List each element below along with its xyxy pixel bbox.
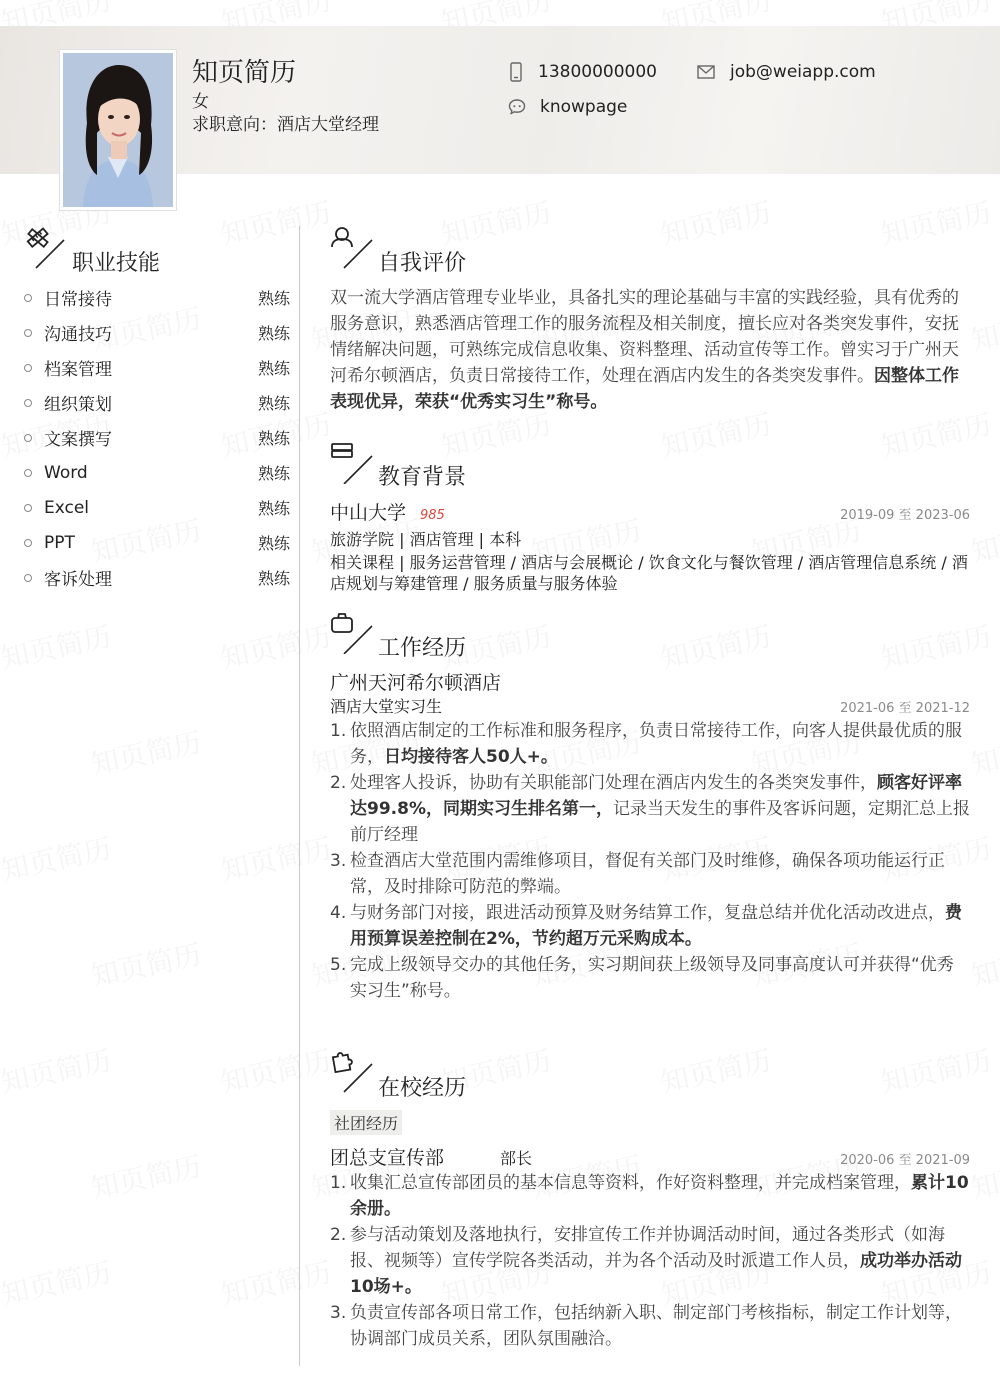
avatar-portrait-icon (63, 53, 173, 207)
bullet-icon (24, 294, 32, 302)
skill-item (24, 350, 290, 385)
duty-text-highlight: 累计10余册。 (350, 1173, 969, 1219)
chat-icon (508, 98, 526, 116)
duty-text-highlight: 费用预算误差控制在2%，节约超万元采购成本。 (350, 903, 962, 949)
watermark-text (967, 721, 1000, 783)
watermark-text (0, 1039, 115, 1101)
self-eval-text (330, 285, 970, 415)
email-icon (696, 64, 716, 80)
watermark-text (87, 933, 205, 995)
briefcase-icon (330, 610, 374, 654)
duty-text-plain: 与财务部门对接，跟进活动预算及财务结算工作，复盘总结并优化活动改进点， (350, 903, 945, 923)
email-contact (696, 62, 876, 82)
work-duties-list (330, 718, 970, 1004)
duty-number: 3. (330, 1303, 347, 1323)
watermark-text (87, 721, 205, 783)
campus-section-title: 在校经历 (378, 1076, 467, 1101)
avatar (60, 50, 176, 210)
school-name: 中山大学 (330, 502, 407, 524)
watermark-text (967, 297, 1000, 359)
duty-item (330, 900, 970, 952)
duty-item (330, 1222, 970, 1300)
bullet-icon (24, 574, 32, 582)
school-tag: 985 (420, 508, 445, 523)
duty-text (350, 1170, 970, 1222)
duty-number: 1. (330, 1173, 347, 1193)
skill-name: Excel (44, 497, 90, 518)
education-courses: 相关课程 | 服务运营管理 / 酒店与会展概论 / 饮食文化与餐饮管理 / 酒店管理信息系统 / 酒店规划与筹建管理 / 服务质量与服务体验 (330, 553, 968, 593)
bullet-icon (24, 364, 32, 372)
education-major: 旅游学院 | 酒店管理 | 本科 (330, 530, 522, 549)
duty-text-plain: 完成上级领导交办的其他任务，实习期间获上级领导及同事高度认可并获得“优秀实习生”称号。 (350, 955, 954, 1001)
duty-item (330, 848, 970, 900)
phone-contact (508, 62, 657, 82)
skill-item (24, 560, 290, 595)
campus-role: 部长 (500, 1149, 533, 1168)
puzzle-icon (330, 1050, 374, 1094)
duty-text-tail: 记录当天发生的事件及客诉问题，定期汇总上报前厅经理 (350, 799, 970, 845)
skills-section-icon (26, 226, 70, 274)
duty-number: 2. (330, 773, 347, 793)
duty-number: 2. (330, 1225, 347, 1245)
education-section-icon (330, 440, 374, 488)
watermark-text (0, 1251, 115, 1313)
self-eval-highlight: 因整体工作表现优异，荣获“优秀实习生”称号。 (330, 366, 959, 412)
wechat-id: knowpage (540, 97, 628, 117)
education-date: 2019-09 至 2023-06 (840, 508, 970, 523)
duty-text (350, 1300, 970, 1352)
duty-number: 4. (330, 903, 347, 923)
duty-text-highlight: 顾客好评率达99.8%，同期实习生排名第一， (350, 773, 962, 819)
duty-number: 3. (330, 851, 347, 871)
work-section-title: 工作经历 (378, 636, 467, 661)
job-intent-value: 酒店大堂经理 (277, 115, 379, 135)
skill-level: 熟练 (257, 464, 290, 483)
skill-level: 熟练 (257, 429, 290, 448)
campus-duties-list (330, 1170, 970, 1352)
book-stack-icon (330, 440, 374, 484)
phone-icon (508, 62, 524, 82)
watermark-text (217, 1039, 335, 1101)
watermark-text (877, 1039, 995, 1101)
campus-date: 2020-06 至 2021-09 (840, 1153, 970, 1168)
skills-list (24, 280, 290, 595)
skill-item (24, 420, 290, 455)
candidate-gender: 女 (192, 92, 209, 112)
watermark-text (0, 615, 115, 677)
skill-level: 熟练 (257, 499, 290, 518)
skill-name: 文案撰写 (44, 430, 112, 450)
self-eval-body: 双一流大学酒店管理专业毕业，具备扎实的理论基础与丰富的实践经验，具有优秀的服务意识，熟悉酒店管理工作的服务流程及相关制度，擅长应对各类突发事件，安抚情绪解决问题，可熟练完成信息收集、资料整理、活动宣传等工作。曾实习于广州天河希尔顿酒店，负责日常接待工作，处理在酒店内发生的各类突发事件。 (330, 288, 959, 386)
skill-item (24, 315, 290, 350)
campus-org: 团总支宣传部 (330, 1147, 445, 1169)
duty-text-plain: 检查酒店大堂范围内需维修项目，督促有关部门及时维修，确保各项功能运行正常，及时排除可防范的弊端。 (350, 851, 945, 897)
watermark-text (877, 191, 995, 253)
campus-entry (330, 1110, 970, 1352)
skill-name: PPT (44, 532, 75, 553)
duty-item (330, 1170, 970, 1222)
campus-section-icon (330, 1050, 374, 1098)
skill-level: 熟练 (257, 534, 290, 553)
skill-level: 熟练 (257, 394, 290, 413)
skill-name: 日常接待 (44, 290, 112, 310)
skill-level: 熟练 (257, 289, 290, 308)
self-eval-section-title: 自我评价 (378, 251, 467, 276)
bullet-icon (24, 469, 32, 477)
phone-number: 13800000000 (538, 62, 657, 82)
watermark-text (967, 509, 1000, 571)
skill-item (24, 280, 290, 315)
duty-item (330, 952, 970, 1004)
bullet-icon (24, 434, 32, 442)
skill-level: 熟练 (257, 569, 290, 588)
skill-name: 客诉处理 (44, 570, 112, 590)
duty-number: 5. (330, 955, 347, 975)
work-entry (330, 668, 970, 1004)
duty-text-plain: 参与活动策划及落地执行，安排宣传工作并协调活动时间，通过各类形式（如海报、视频等）宣传学院各类活动，并为各个活动及时派遣工作人员， (350, 1225, 945, 1271)
bullet-icon (24, 539, 32, 547)
duty-text (350, 718, 970, 770)
duty-item (330, 718, 970, 770)
duty-text (350, 1222, 970, 1300)
candidate-name: 知页简历 (192, 58, 297, 88)
column-divider (299, 226, 300, 1366)
work-position: 酒店大堂实习生 (330, 697, 443, 716)
watermark-text (967, 933, 1000, 995)
email-address: job@weiapp.com (730, 62, 876, 82)
skill-name: 档案管理 (44, 360, 112, 380)
watermark-text (217, 1251, 335, 1313)
skill-name: 沟通技巧 (44, 325, 112, 345)
job-intent (192, 110, 379, 135)
watermark-text (217, 191, 335, 253)
skill-item (24, 385, 290, 420)
watermark-text (657, 1039, 775, 1101)
bullet-icon (24, 504, 32, 512)
work-section-icon (330, 610, 374, 658)
watermark-text (657, 191, 775, 253)
watermark-text (967, 1145, 1000, 1207)
work-date: 2021-06 至 2021-12 (840, 701, 970, 716)
bullet-icon (24, 399, 32, 407)
duty-text-plain: 依照酒店制定的工作标准和服务程序，负责日常接待工作，向客人提供最优质的服务， (350, 721, 962, 767)
bullet-icon (24, 329, 32, 337)
watermark-text (87, 1145, 205, 1207)
person-icon (330, 226, 374, 270)
skill-level: 熟练 (257, 324, 290, 343)
job-intent-label: 求职意向： (192, 115, 277, 135)
duty-item (330, 770, 970, 848)
duty-item (330, 1300, 970, 1352)
pencil-ruler-icon (26, 226, 70, 270)
duty-text (350, 848, 970, 900)
skill-item (24, 455, 290, 490)
duty-text-highlight: 成功举办活动10场+。 (350, 1251, 962, 1297)
duty-text (350, 900, 970, 952)
duty-text (350, 952, 970, 1004)
company-name: 广州天河希尔顿酒店 (330, 672, 502, 694)
self-eval-section-icon (330, 226, 374, 274)
skill-level: 熟练 (257, 359, 290, 378)
duty-text (350, 770, 970, 848)
campus-category-chip: 社团经历 (330, 1110, 402, 1135)
watermark-text (0, 827, 115, 889)
education-section-title: 教育背景 (378, 465, 467, 490)
duty-text-highlight: 日均接待客人50人+。 (384, 747, 558, 767)
watermark-text (217, 615, 335, 677)
watermark-text (217, 827, 335, 889)
duty-text-plain: 处理客人投诉，协助有关职能部门处理在酒店内发生的各类突发事件， (350, 773, 877, 793)
duty-text-plain: 负责宣传部各项日常工作，包括纳新入职、制定部门考核指标，制定工作计划等，协调部门成员关系，团队氛围融洽。 (350, 1303, 962, 1349)
education-entry (330, 498, 970, 594)
skill-item (24, 525, 290, 560)
wechat-contact (508, 97, 627, 117)
duty-number: 1. (330, 721, 347, 741)
duty-text-plain: 收集汇总宣传部团员的基本信息等资料，作好资料整理，并完成档案管理， (350, 1173, 911, 1193)
watermark-text (437, 191, 555, 253)
skills-section-title: 职业技能 (72, 251, 161, 276)
skill-name: Word (44, 462, 88, 483)
skill-item (24, 490, 290, 525)
skill-name: 组织策划 (44, 395, 112, 415)
